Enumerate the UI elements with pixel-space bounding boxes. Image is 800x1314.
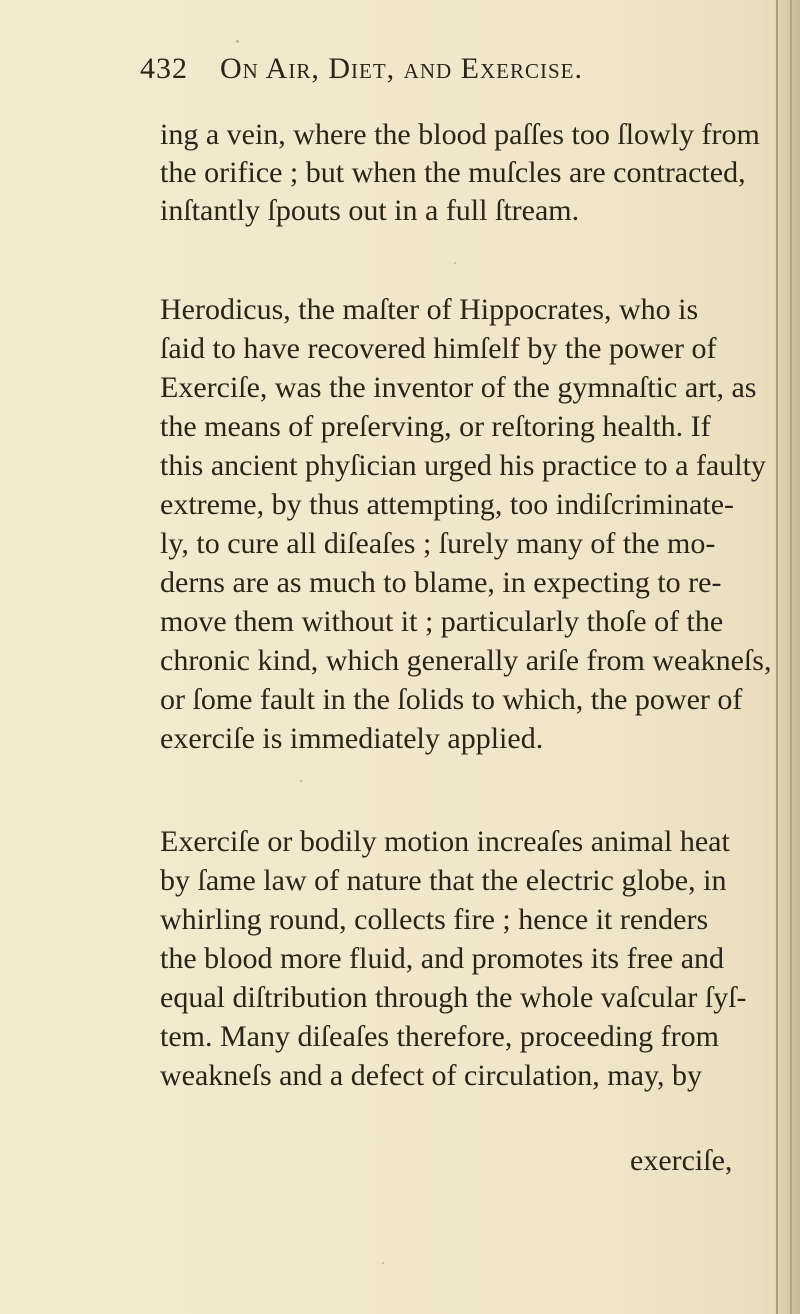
text-line: the blood more fluid, and promotes its free and xyxy=(160,942,725,975)
text-line: or ſome fault in the ſolids to which, the power of xyxy=(160,683,743,716)
text-line: extreme, by thus attempting, too indiſcriminate- xyxy=(160,488,735,521)
page-number: 432 xyxy=(140,52,188,85)
text-line: Exerciſe or bodily motion increaſes animal heat xyxy=(160,825,730,858)
text-line: exerciſe is immediately applied. xyxy=(160,722,544,755)
text-line: inſtantly ſpouts out in a full ſtream. xyxy=(160,194,580,227)
paper-speck xyxy=(454,262,456,264)
text-line: weakneſs and a defect of circulation, may, by xyxy=(160,1059,702,1092)
text-line: equal diſtribution through the whole vaſcular ſyſ- xyxy=(160,981,747,1014)
catchword: exerciſe, xyxy=(630,1144,733,1177)
text-line: derns are as much to blame, in expecting to re- xyxy=(160,566,722,599)
running-title: On Air, Diet, and Exercise. xyxy=(220,52,583,85)
text-line: Herodicus, the maſter of Hippocrates, who is xyxy=(160,293,699,326)
text-line: ly, to cure all diſeaſes ; ſurely many of the mo- xyxy=(160,527,716,560)
paper-speck xyxy=(236,40,239,43)
running-head xyxy=(140,52,583,86)
text-line: the means of preſerving, or reſtoring health. If xyxy=(160,410,711,443)
text-line: the orifice ; but when the muſcles are contracted, xyxy=(160,156,746,189)
text-line: this ancient phyſician urged his practice to a faulty xyxy=(160,449,766,482)
page-edge-line-outer xyxy=(790,0,792,1314)
text-line: by ſame law of nature that the electric globe, in xyxy=(160,864,727,897)
text-line: chronic kind, which generally ariſe from weakneſs, xyxy=(160,644,772,677)
page-edge-line xyxy=(776,0,778,1314)
paper-speck xyxy=(300,780,302,782)
text-line: ing a vein, where the blood paſſes too ſlowly from xyxy=(160,118,760,151)
text-line: Exerciſe, was the inventor of the gymnaſtic art, as xyxy=(160,371,757,404)
paper-speck xyxy=(382,1262,384,1264)
text-line: whirling round, collects fire ; hence it renders xyxy=(160,903,709,936)
text-line: move them without it ; particularly thoſe of the xyxy=(160,605,724,638)
text-line: ſaid to have recovered himſelf by the power of xyxy=(160,332,717,365)
text-line: tem. Many diſeaſes therefore, proceeding from xyxy=(160,1020,719,1053)
